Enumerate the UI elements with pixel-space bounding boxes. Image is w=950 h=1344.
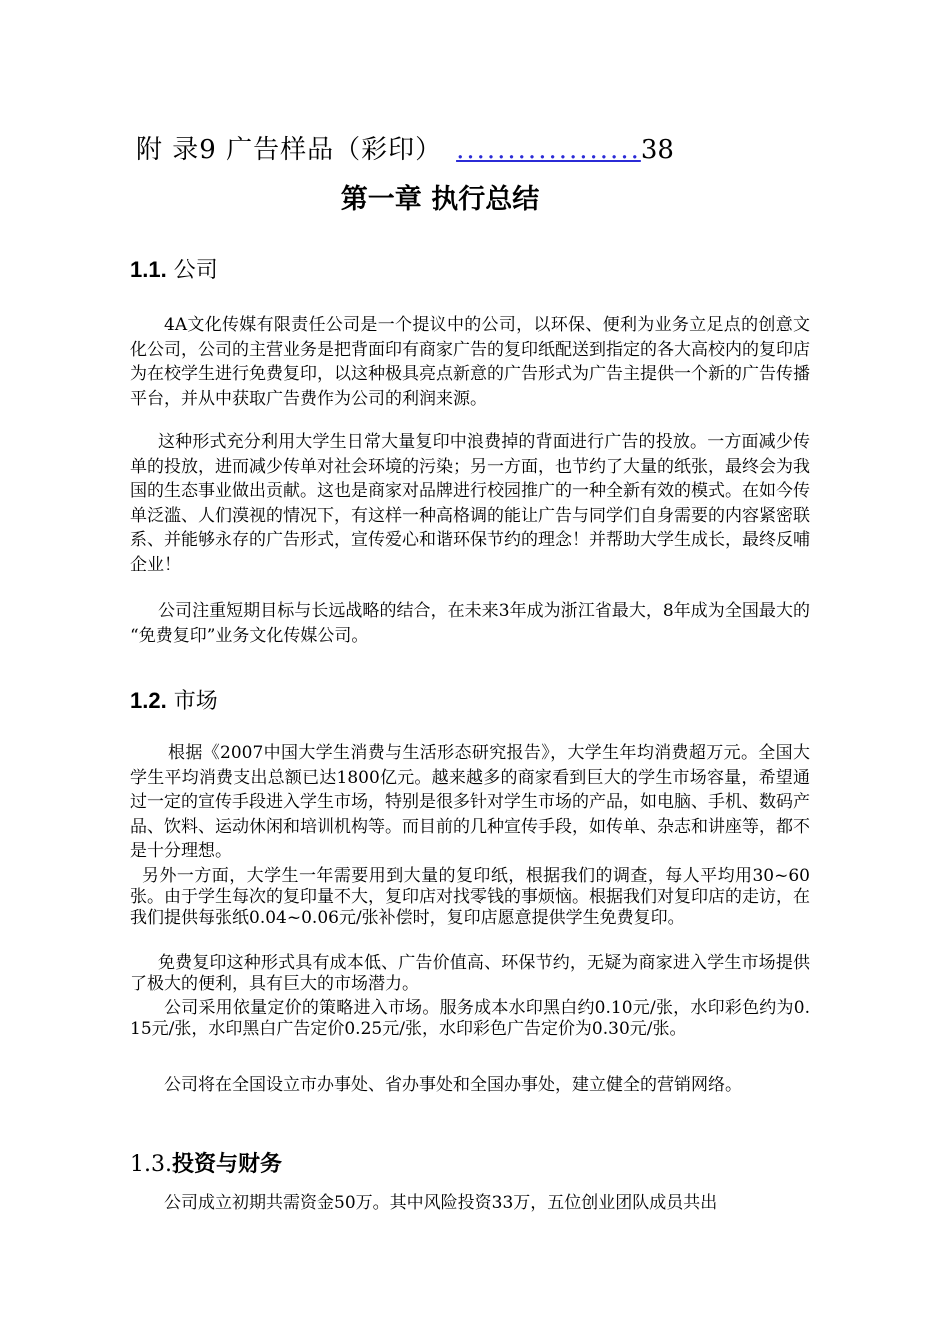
toc-entry-appendix-9[interactable] [136,130,816,170]
paragraph-market-network: 公司将在全国设立市办事处、省办事处和全国办事处，建立健全的营销网络。 [164,1075,742,1095]
paragraph-market-pricing: 公司采用依量定价的策略进入市场。服务成本水印黑白约0.10元/张，水印彩色约为0.15元/张，水印黑白广告定价0.25元/张，水印彩色广告定价为0.30元/张。 [130,998,810,1039]
section-number: 1.3. [130,1152,172,1177]
section-title: 市场 [173,689,218,714]
paragraph-company-intro: 4A文化传媒有限责任公司是一个提议中的公司，以环保、便利为业务立足点的创意文化公司，公司的主营业务是把背面印有商家广告的复印纸配送到指定的各大高校内的复印店为在校学生进行免费复印，以这种极具亮点新意的广告形式为广告主提供一个新的广告传播平台，并从中获取广告费作为公司的利润来源。 [130,315,810,409]
paragraph-market-report: 根据《2007中国大学生消费与生活形态研究报告》，大学生年均消费超万元。全国大学生平均消费支出总额已达1800亿元。越来越多的商家看到巨大的学生市场容量，希望通过一定的宣传手段进入学生市场，特别是很多针对学生市场的产品，如电脑、手机、数码产品、饮料、运动休闲和培训机构等。而目前的几种宣传手段，如传单、杂志和讲座等，都不是十分理想。 [130,743,810,861]
paragraph-company-format: 这种形式充分利用大学生日常大量复印中浪费掉的背面进行广告的投放。一方面减少传单的投放，进而减少传单对社会环境的污染；另一方面，也节约了大量的纸张，最终会为我国的生态事业做出贡献。这也是商家对品牌进行校园推广的一种全新有效的模式。在如今传单泛滥、人们漠视的情况下，有这样一种高格调的能让广告与同学们自身需要的内容紧密联系、并能够永存的广告形式，宣传爱心和谐环保节约的理念！并帮助大学生成长，最终反哺企业！ [130,432,810,575]
section-heading-company [130,253,218,288]
paragraph-company-goals: 公司注重短期目标与长远战略的结合，在未来3年成为浙江省最大，8年成为全国最大的 “免费复印”业务文化传媒公司。 [130,601,810,646]
chapter-title: 第一章 执行总结 [340,184,540,215]
section-title: 公司 [173,258,218,283]
paragraph-market-advantage: 免费复印这种形式具有成本低、广告价值高、环保节约，无疑为商家进入学生市场提供了极大的便利，具有巨大的市场潜力。 [130,953,810,994]
section-title: 投资与财务 [171,1152,282,1177]
section-number: 1.2. [130,688,167,713]
toc-entry-label: 附 录9 广告样品（彩印） [136,135,443,165]
toc-page-number: 38 [640,135,674,165]
toc-leader-dots-link[interactable]: .................. [456,135,641,165]
paragraph-investment-funding: 公司成立初期共需资金50万。其中风险投资33万，五位创业团队成员共出 [164,1193,718,1213]
paragraph-market-paper-usage: 另外一方面，大学生一年需要用到大量的复印纸，根据我们的调查，每人平均用30~60张。由于学生每次的复印量不大，复印店对找零钱的事烦恼。根据我们对复印店的走访，在我们提供每张纸0.04~0.06元/张补偿时，复印店愿意提供学生免费复印。 [130,866,810,928]
section-number: 1.1. [130,257,167,282]
section-heading-market [130,684,218,719]
section-heading-investment [130,1148,282,1182]
